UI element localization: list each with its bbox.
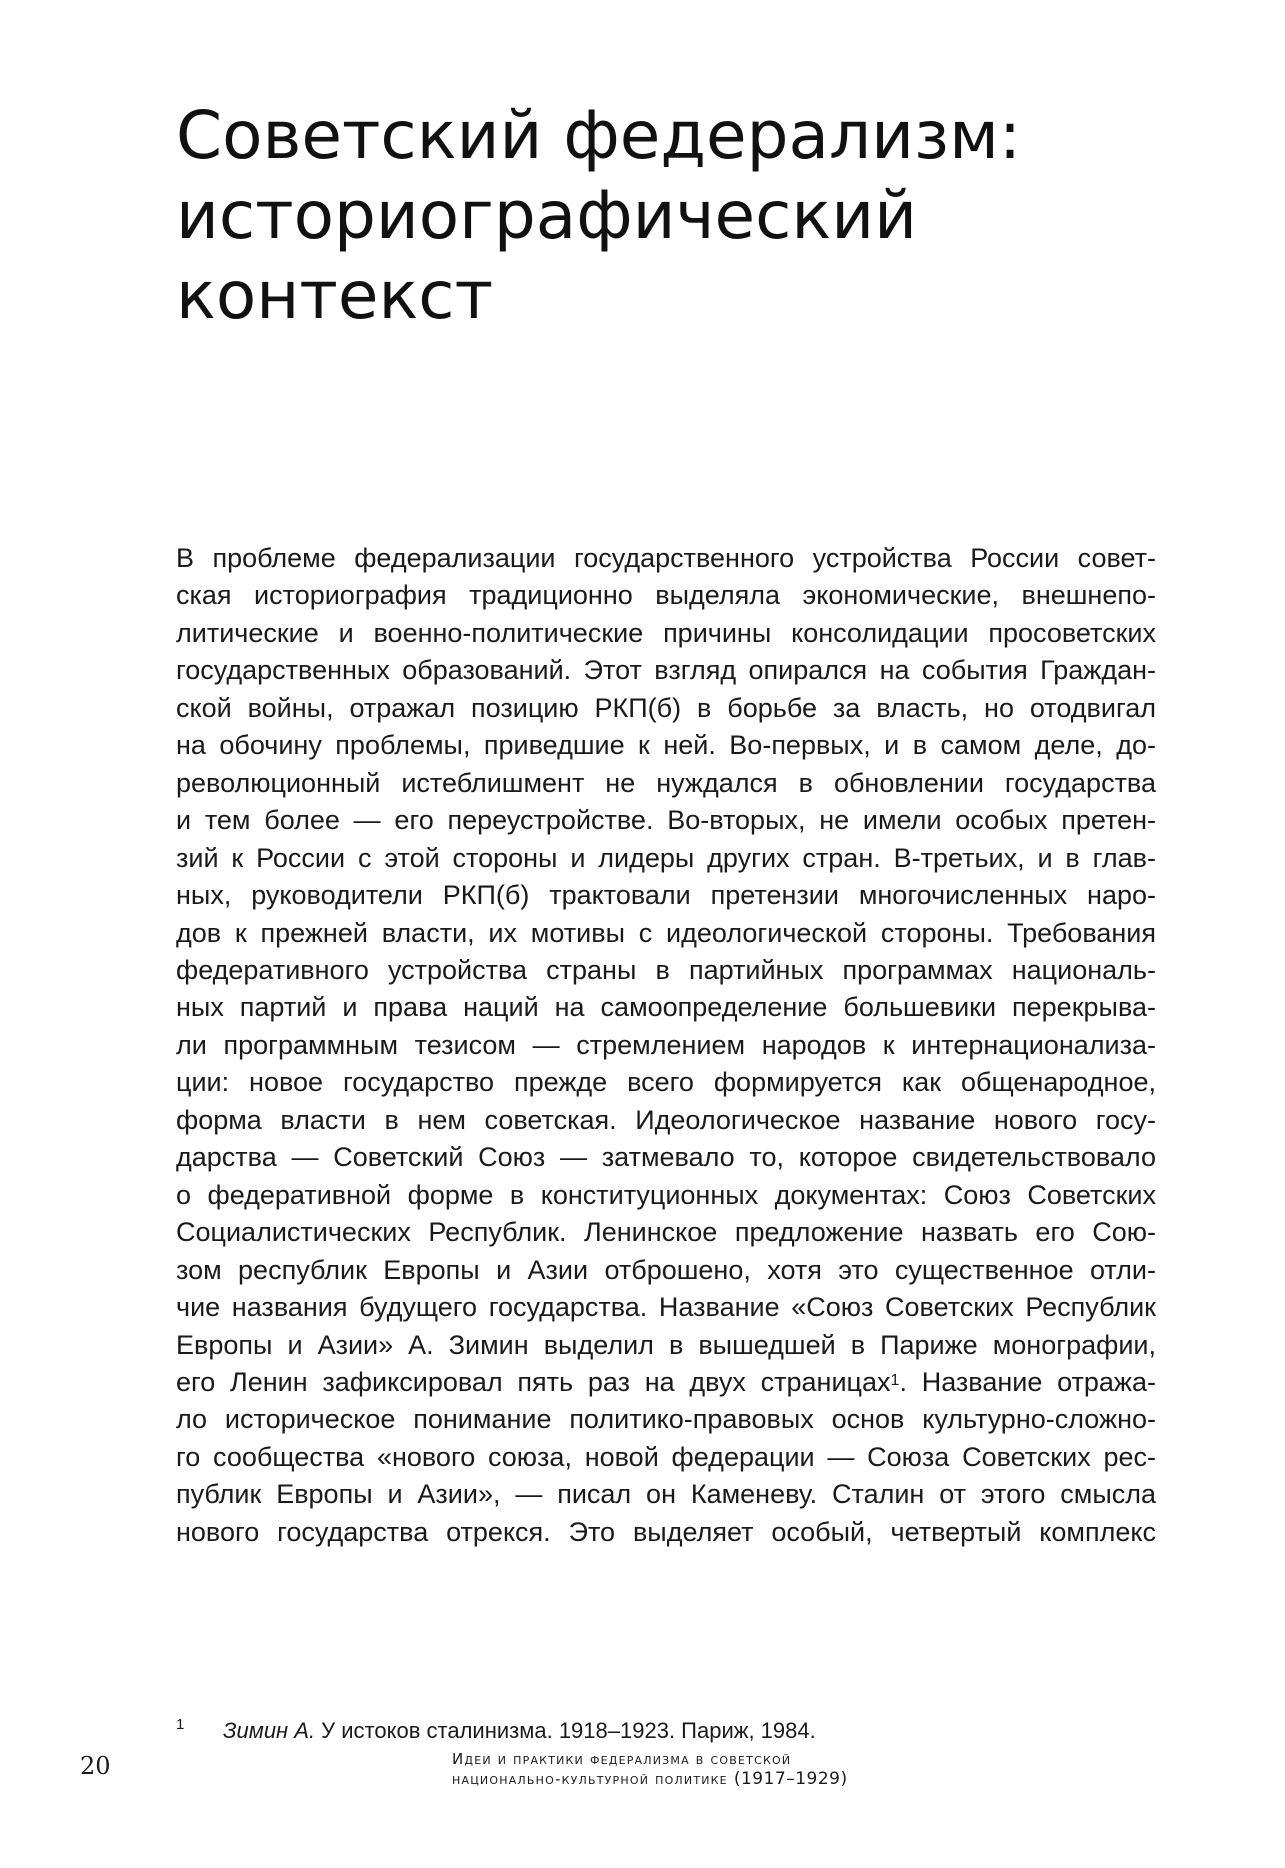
footnote-reference[interactable]: 1 [890,1371,900,1389]
text-line: ская историография традиционно выделяла экономические, внешнепо- [176,580,1156,611]
text-line: федеративного устройства страны в партийных программах националь- [176,954,1156,985]
text-line: и тем более — его переустройстве. Во-вторых, не имели особых претен- [176,805,1156,836]
text-line: го сообщества «нового союза, новой федерации — Союза Советских рес- [176,1441,1156,1472]
running-footer-line [452,1769,848,1789]
text-line: нового государства отрекся. Это выделяет особый, четвертый комплекс [176,1516,1156,1547]
text-line: В проблеме федерализации государственного устройства России совет- [176,543,1156,573]
text-line: Европы и Азии» А. Зимин выделил в вышедшей в Париже монографии, [176,1329,1156,1360]
text-line: ных, руководители РКП(б) трактовали претензии многочисленных наро- [176,880,1156,911]
text-line: ли программным тезисом — стремлением народов к интернационализа- [176,1029,1156,1060]
footnote-citation: У истоков сталинизма. 1918–1923. Париж, 1984. [315,1718,816,1743]
text-line: зом республик Европы и Азии отброшено, хотя это существенное отли- [176,1254,1156,1285]
text-line-part: . Название отража- [899,1366,1156,1397]
text-line: ных партий и права наций на самоопределение большевики перекрыва- [176,992,1156,1023]
text-line: форма власти в нем советская. Идеологическое название нового госу- [176,1104,1156,1135]
running-footer [452,1749,848,1789]
footnote-author: Зимин А. [223,1718,316,1743]
text-line-part: его Ленин зафиксировал пять раз на двух страницах [176,1366,891,1397]
running-footer-years: (1917–1929) [733,1769,848,1789]
chapter-title-line: историографический [176,177,918,254]
text-line: зий к России с этой стороны и лидеры других стран. В-третьих, и в глав- [176,842,1156,873]
running-footer-line: Идеи и практики федерализма в советской [452,1750,792,1768]
text-line: дов к прежней власти, их мотивы с идеологической стороны. Требования [176,917,1156,948]
chapter-title-line: контекст [176,257,494,334]
text-line: революционный истеблишмент не нуждался в обновлении государства [176,767,1156,798]
page-number: 20 [80,1752,111,1780]
text-line: Социалистических Республик. Ленинское предложение назвать его Сою- [176,1217,1156,1248]
running-footer-text: национально-культурной политике [452,1770,728,1788]
text-line: на обочину проблемы, приведшие к ней. Во-первых, и в самом деле, до- [176,730,1156,761]
text-line: публик Европы и Азии», — писал он Каменеву. Сталин от этого смысла [176,1479,1156,1510]
footnote-text [223,1716,816,1746]
text-line-with-footnote-ref [176,1364,1156,1401]
chapter-title [176,96,1176,336]
text-line: ло историческое понимание политико-правовых основ культурно-сложно- [176,1404,1156,1435]
footnote-number: 1 [176,1716,185,1733]
text-line: ской войны, отражал позицию РКП(б) в борьбе за власть, но отодвигал [176,692,1156,723]
text-line: чие названия будущего государства. Название «Союз Советских Республик [176,1292,1156,1323]
text-line: о федеративной форме в конституционных документах: Союз Советских [176,1179,1156,1210]
text-line: литические и военно-политические причины консолидации просоветских [176,617,1156,648]
text-line: дарства — Советский Союз — затмевало то, которое свидетельствовало [176,1142,1156,1173]
text-line: ции: новое государство прежде всего формируется как общенародное, [176,1067,1156,1098]
text-line: государственных образований. Этот взгляд опирался на события Граждан- [176,655,1156,686]
body-paragraph [176,540,1156,1551]
chapter-title-line: Советский федерализм: [176,97,1022,174]
